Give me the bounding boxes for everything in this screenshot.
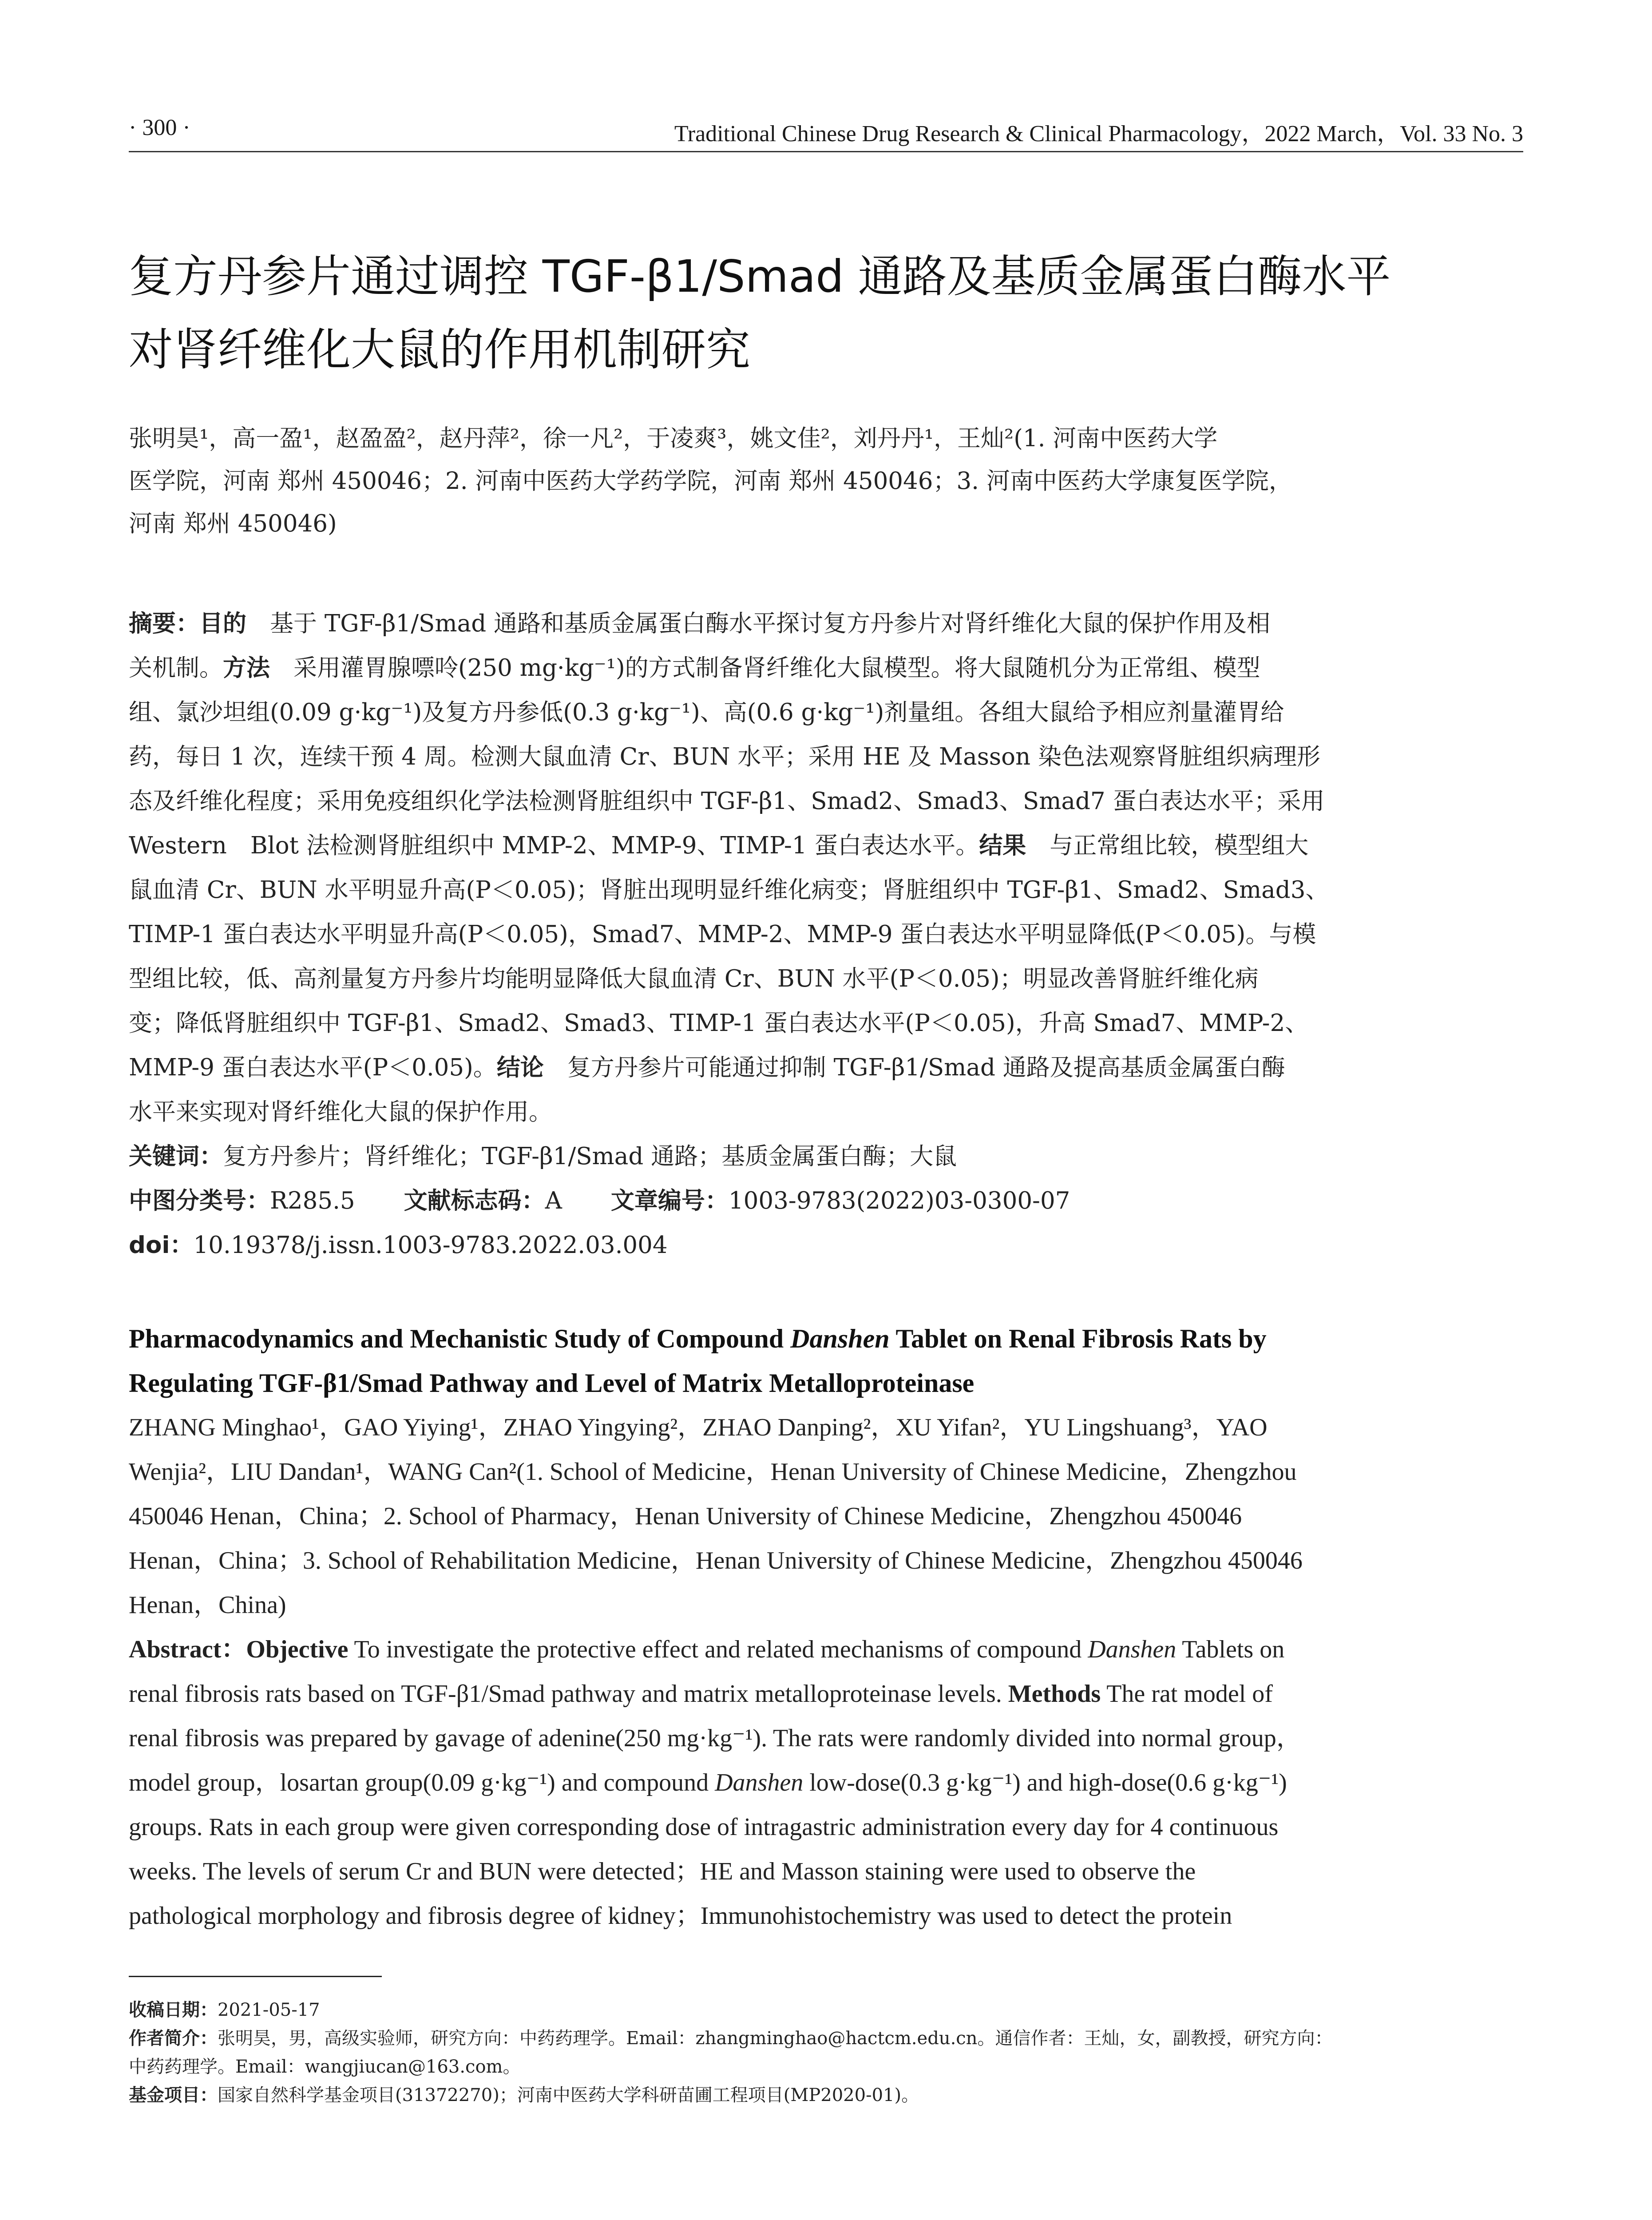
fund-line [129, 2081, 1523, 2109]
doc-code-label: 文献标志码： [404, 1187, 545, 1214]
abstract-text: 与正常组比较，模型组大 [1026, 832, 1309, 859]
en-abstract-label: Abstract： [129, 1636, 246, 1663]
abstract-text: 基于 TGF-β1/Smad 通路和基质金属蛋白酶水平探讨复方丹参片对肾纤维化大鼠的保护作用及相 [246, 610, 1270, 637]
abstract-text: 关机制。 [129, 654, 223, 682]
received-date: 2021-05-17 [218, 2000, 320, 2020]
clc-label: 中图分类号： [129, 1187, 270, 1214]
doi-line [129, 1223, 1523, 1268]
header-rule [129, 151, 1523, 152]
english-authors-line: Wenjia²，LIU Dandan¹，WANG Can²(1. School of Medicine，Henan University of Chinese Medicine，Zhengzhou [129, 1458, 1297, 1486]
doi-value: 10.19378/j.issn.1003-9783.2022.03.004 [193, 1232, 668, 1259]
english-title-line [129, 1316, 1523, 1361]
abstract-line [129, 1046, 1523, 1090]
abstract-line: 型组比较，低、高剂量复方丹参片均能明显降低大鼠血清 Cr、BUN 水平(P＜0.05)；明显改善肾脏纤维化病 [129, 965, 1259, 992]
en-objective-label: Objective [246, 1636, 349, 1663]
english-title [129, 1316, 1523, 1405]
footnotes [129, 1996, 1523, 2109]
chinese-metadata [129, 1134, 1523, 1268]
abstract-line: 态及纤维化程度；采用免疫组织化学法检测肾脏组织中 TGF-β1、Smad2、Smad3、Smad7 蛋白表达水平；采用 [129, 788, 1325, 815]
en-abstract-line: pathological morphology and fibrosis degree of kidney；Immunohistochemistry was used to detect the protein [129, 1902, 1232, 1930]
abstract-text: 采用灌胃腺嘌呤(250 mg·kg⁻¹)的方式制备肾纤维化大鼠模型。将大鼠随机分为正常组、模型 [270, 654, 1260, 682]
page-number: · 300 · [129, 115, 190, 140]
english-authors-line: ZHANG Minghao¹，GAO Yiying¹，ZHAO Yingying²，ZHAO Danping²，XU Yifan²，YU Lingshuang³，YAO [129, 1414, 1268, 1441]
en-abstract-line: renal fibrosis was prepared by gavage of adenine(250 mg·kg⁻¹). The rats were randomly divided into normal group， [129, 1724, 1301, 1752]
english-authors-line: Henan，China；3. School of Rehabilitation Medicine，Henan University of Chinese Medicine，Zhengzhou 450046 [129, 1547, 1303, 1574]
objective-label: 目的 [199, 610, 246, 637]
chinese-authors-line: 张明昊¹，高一盈¹，赵盈盈²，赵丹萍²，徐一凡²，于凌爽³，姚文佳²，刘丹丹¹，王灿²(1. 河南中医药大学 [129, 425, 1218, 452]
english-title-text: Pharmacodynamics and Mechanistic Study of Compound [129, 1324, 791, 1353]
abstract-line: 药，每日 1 次，连续干预 4 周。检测大鼠血清 Cr、BUN 水平；采用 HE 及 Masson 染色法观察肾脏组织病理形 [129, 743, 1321, 770]
keywords-line [129, 1134, 1523, 1179]
en-abstract-line: groups. Rats in each group were given corresponding dose of intragastric administration every day for 4 continuous [129, 1813, 1279, 1841]
journal-citation: Traditional Chinese Drug Research & Clinical Pharmacology，2022 March，Vol. 33 No. 3 [674, 121, 1523, 147]
en-abstract-italic: Danshen [715, 1769, 804, 1796]
en-abstract-text: To investigate the protective effect and related mechanisms of compound [348, 1636, 1088, 1663]
en-abstract-text: Tablets on [1176, 1636, 1285, 1663]
abstract-line: 鼠血清 Cr、BUN 水平明显升高(P＜0.05)；肾脏出现明显纤维化病变；肾脏组织中 TGF-β1、Smad2、Smad3、 [129, 876, 1329, 904]
author-bio-line: 中药药理学。Email：wangjiucan@163.com。 [129, 2057, 521, 2077]
doc-code-value: A [545, 1187, 562, 1214]
en-abstract-line: weeks. The levels of serum Cr and BUN were detected；HE and Masson staining were used to observe the [129, 1858, 1196, 1885]
en-abstract-italic: Danshen [1088, 1636, 1177, 1663]
chinese-title-line: 复方丹参片通过调控 TGF-β1/Smad 通路及基质金属蛋白酶水平 [129, 250, 1391, 302]
english-authors-line: 450046 Henan，China；2. School of Pharmacy，Henan University of Chinese Medicine，Zhengzhou 450046 [129, 1502, 1242, 1530]
en-abstract-text: renal fibrosis rats based on TGF-β1/Smad pathway and matrix metalloproteinase levels. [129, 1680, 1008, 1708]
abstract-line: 变；降低肾脏组织中 TGF-β1、Smad2、Smad3、TIMP-1 蛋白表达水平(P＜0.05)，升高 Smad7、MMP-2、 [129, 1010, 1309, 1037]
english-authors [129, 1405, 1523, 1627]
received-label: 收稿日期： [129, 2000, 218, 2020]
chinese-authors [129, 417, 1523, 545]
en-abstract-line [129, 1760, 1523, 1805]
fund-text: 国家自然科学基金项目(31372270)；河南中医药大学科研苗圃工程项目(MP2020-01)。 [218, 2085, 919, 2105]
conclusion-label: 结论 [496, 1054, 544, 1081]
en-abstract-text: model group，losartan group(0.09 g·kg⁻¹) and compound [129, 1769, 715, 1796]
abstract-text: 复方丹参片可能通过抑制 TGF-β1/Smad 通路及提高基质金属蛋白酶 [543, 1054, 1285, 1081]
abstract-line [129, 646, 1523, 690]
methods-label: 方法 [223, 654, 270, 682]
clc-value: R285.5 [270, 1187, 355, 1214]
english-title-text: Tablet on Renal Fibrosis Rats by [889, 1324, 1267, 1353]
chinese-abstract [129, 602, 1523, 1134]
en-abstract-text: low-dose(0.3 g·kg⁻¹) and high-dose(0.6 g·kg⁻¹) [803, 1769, 1287, 1796]
abstract-line [129, 602, 1523, 646]
abstract-line: 组、氯沙坦组(0.09 g·kg⁻¹)及复方丹参低(0.3 g·kg⁻¹)、高(0.6 g·kg⁻¹)剂量组。各组大鼠给予相应剂量灌胃给 [129, 699, 1284, 726]
abstract-text: Western Blot 法检测肾脏组织中 MMP-2、MMP-9、TIMP-1 蛋白表达水平。 [129, 832, 979, 859]
abstract-line: TIMP-1 蛋白表达水平明显升高(P＜0.05)，Smad7、MMP-2、MMP-9 蛋白表达水平明显降低(P＜0.05)。与模 [129, 921, 1316, 948]
doi-label: doi： [129, 1232, 194, 1259]
english-authors-line: Henan，China) [129, 1591, 286, 1619]
abstract-line [129, 824, 1523, 868]
en-abstract-line [129, 1672, 1523, 1716]
author-bio-line [129, 2024, 1523, 2053]
english-title-italic: Danshen [790, 1324, 890, 1353]
en-abstract-line [129, 1627, 1523, 1672]
article-no-label: 文章编号： [610, 1187, 729, 1214]
results-label: 结果 [979, 832, 1026, 859]
abstract-text: MMP-9 蛋白表达水平(P＜0.05)。 [129, 1054, 497, 1081]
chinese-title [129, 240, 1523, 386]
fund-label: 基金项目： [129, 2085, 218, 2105]
author-bio-text: 张明昊，男，高级实验师，研究方向：中药药理学。Email：zhangminghao@hactcm.edu.cn。通信作者：王灿，女，副教授，研究方向： [218, 2028, 1333, 2049]
abstract-label: 摘要： [129, 610, 199, 637]
chinese-title-line: 对肾纤维化大鼠的作用机制研究 [129, 324, 750, 376]
en-abstract-text: The rat model of [1101, 1680, 1273, 1708]
footnote-rule [129, 1976, 382, 1977]
article-no-value: 1003-9783(2022)03-0300-07 [728, 1187, 1070, 1214]
received-date-line [129, 1996, 1523, 2024]
classification-line [129, 1179, 1523, 1223]
english-title-line: Regulating TGF-β1/Smad Pathway and Level of Matrix Metalloproteinase [129, 1368, 975, 1398]
chinese-authors-line: 医学院，河南 郑州 450046；2. 河南中医药大学药学院，河南 郑州 450046；3. 河南中医药大学康复医学院， [129, 468, 1292, 495]
en-methods-label: Methods [1008, 1680, 1101, 1708]
running-head [129, 115, 1523, 150]
abstract-line: 水平来实现对肾纤维化大鼠的保护作用。 [129, 1098, 552, 1126]
author-bio-label: 作者简介： [129, 2028, 218, 2049]
chinese-authors-line: 河南 郑州 450046) [129, 510, 337, 537]
keywords-label: 关键词： [129, 1143, 223, 1170]
english-abstract [129, 1627, 1523, 1938]
keywords: 复方丹参片；肾纤维化；TGF-β1/Smad 通路；基质金属蛋白酶；大鼠 [223, 1143, 957, 1170]
